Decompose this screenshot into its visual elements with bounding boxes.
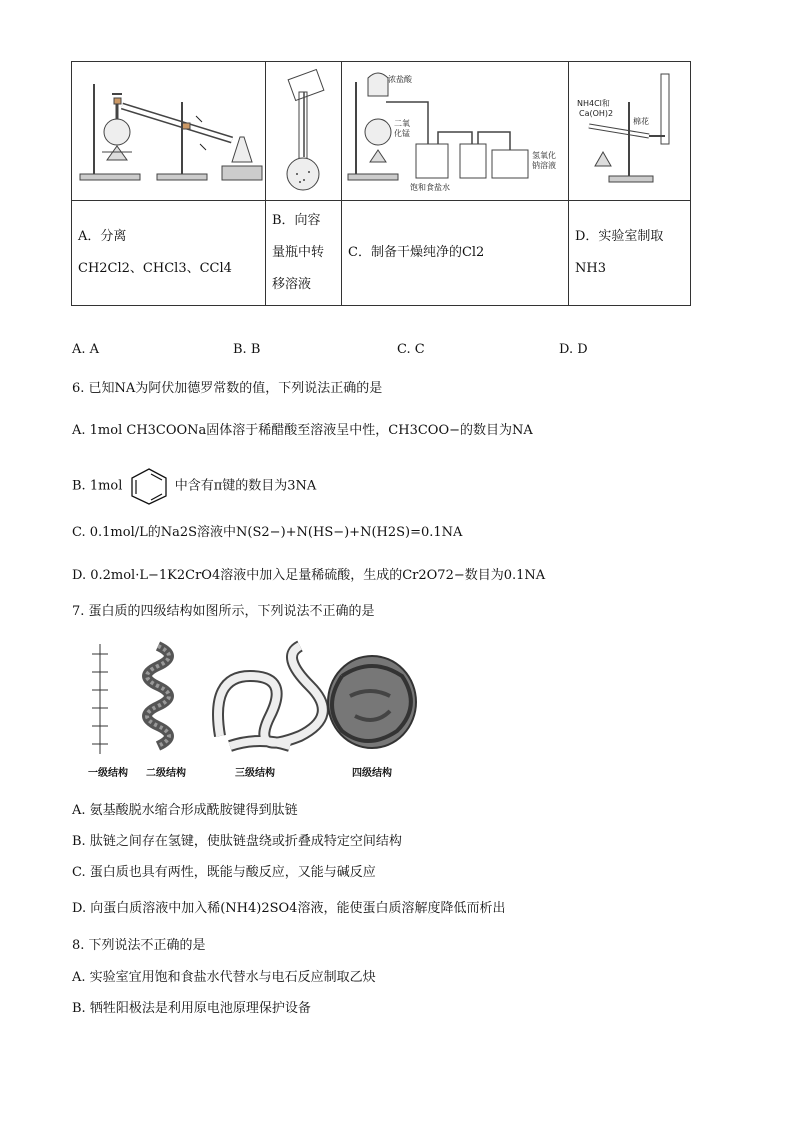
label-brine: 饱和食盐水 (410, 183, 450, 192)
q6-stem: 6. 已知NA为阿伏加德罗常数的值，下列说法正确的是 (72, 381, 383, 396)
label-conc-hcl: 浓盐酸 (388, 75, 412, 84)
benzene-structure-icon (127, 466, 171, 506)
q5-option-b[interactable]: B. B (233, 342, 261, 357)
q6-option-c[interactable]: C. 0.1mol/L的Na2S溶液中N(S2−)+N(HS−)+N(H2S)=0.1NA (72, 525, 463, 540)
label-naoh-2: 钠溶液 (532, 161, 556, 170)
figure-label-tertiary: 三级结构 (235, 768, 275, 779)
q7-option-c[interactable]: C. 蛋白质也具有两性，既能与酸反应，又能与碱反应 (72, 865, 376, 880)
option-b-line3: 移溶液 (272, 277, 312, 292)
q6-option-b-post: 中含有π键的数目为3NA (174, 478, 317, 494)
figure-label-quaternary: 四级结构 (352, 768, 392, 779)
option-a-line2: CH2Cl2、CHCl3、CCl4 (78, 261, 232, 276)
q7-option-b[interactable]: B. 肽链之间存在氢键，使肽链盘绕或折叠成特定空间结构 (72, 834, 402, 849)
q6-option-b-pre: B. 1mol (72, 478, 123, 494)
label-naoh-1: 氢氧化 (532, 151, 556, 160)
label-nh4cl: NH4Cl和 (577, 99, 610, 108)
option-d-line2: NH3 (575, 261, 606, 276)
option-d-cell (569, 201, 691, 306)
q6-option-a[interactable]: A. 1mol CH3COONa固体溶于稀醋酸至溶液呈中性，CH3COO−的数目为NA (72, 423, 533, 438)
option-b-line1: B．向容 (272, 213, 321, 228)
q8-option-a[interactable]: A. 实验室宜用饱和食盐水代替水与电石反应制取乙炔 (72, 970, 376, 985)
q8-option-b[interactable]: B. 牺牲阳极法是利用原电池原理保护设备 (72, 1001, 311, 1016)
apparatus-c-image (342, 62, 569, 201)
label-cotton: 棉花 (633, 117, 649, 126)
label-mno2-2: 化锰 (394, 129, 410, 138)
q5-option-c[interactable]: C. C (397, 342, 425, 357)
q5-option-d[interactable]: D. D (559, 342, 588, 357)
apparatus-b-image (266, 62, 342, 201)
option-a-line1: A．分离 (78, 229, 127, 244)
option-c-cell (342, 201, 569, 306)
q6-option-b[interactable] (72, 466, 316, 506)
q5-option-a[interactable]: A. A (72, 342, 100, 357)
q6-option-d[interactable]: D. 0.2mol·L−1K2CrO4溶液中加入足量稀硫酸，生成的Cr2O72−数目为0.1NA (72, 568, 546, 583)
q8-stem: 8. 下列说法不正确的是 (72, 938, 206, 953)
label-mno2-1: 二氧 (394, 119, 410, 128)
figure-label-primary: 一级结构 (88, 768, 128, 779)
q7-option-d[interactable]: D. 向蛋白质溶液中加入稀(NH4)2SO4溶液，能使蛋白质溶解度降低而析出 (72, 901, 506, 916)
q7-stem: 7. 蛋白质的四级结构如图所示，下列说法不正确的是 (72, 604, 375, 619)
label-caoh2: Ca(OH)2 (579, 109, 614, 118)
option-b-line2: 量瓶中转 (272, 245, 325, 260)
protein-structure-figure (80, 636, 430, 782)
option-b-cell (266, 201, 342, 306)
figure-label-secondary: 二级结构 (146, 768, 186, 779)
apparatus-a-image (72, 62, 266, 201)
apparatus-table (71, 61, 691, 306)
q7-option-a[interactable]: A. 氨基酸脱水缩合形成酰胺键得到肽链 (72, 803, 298, 818)
option-d-line1: D．实验室制取 (575, 229, 664, 244)
option-a-cell (72, 201, 266, 306)
option-c-text: C．制备干燥纯净的Cl2 (348, 245, 485, 260)
apparatus-d-image (569, 62, 691, 201)
